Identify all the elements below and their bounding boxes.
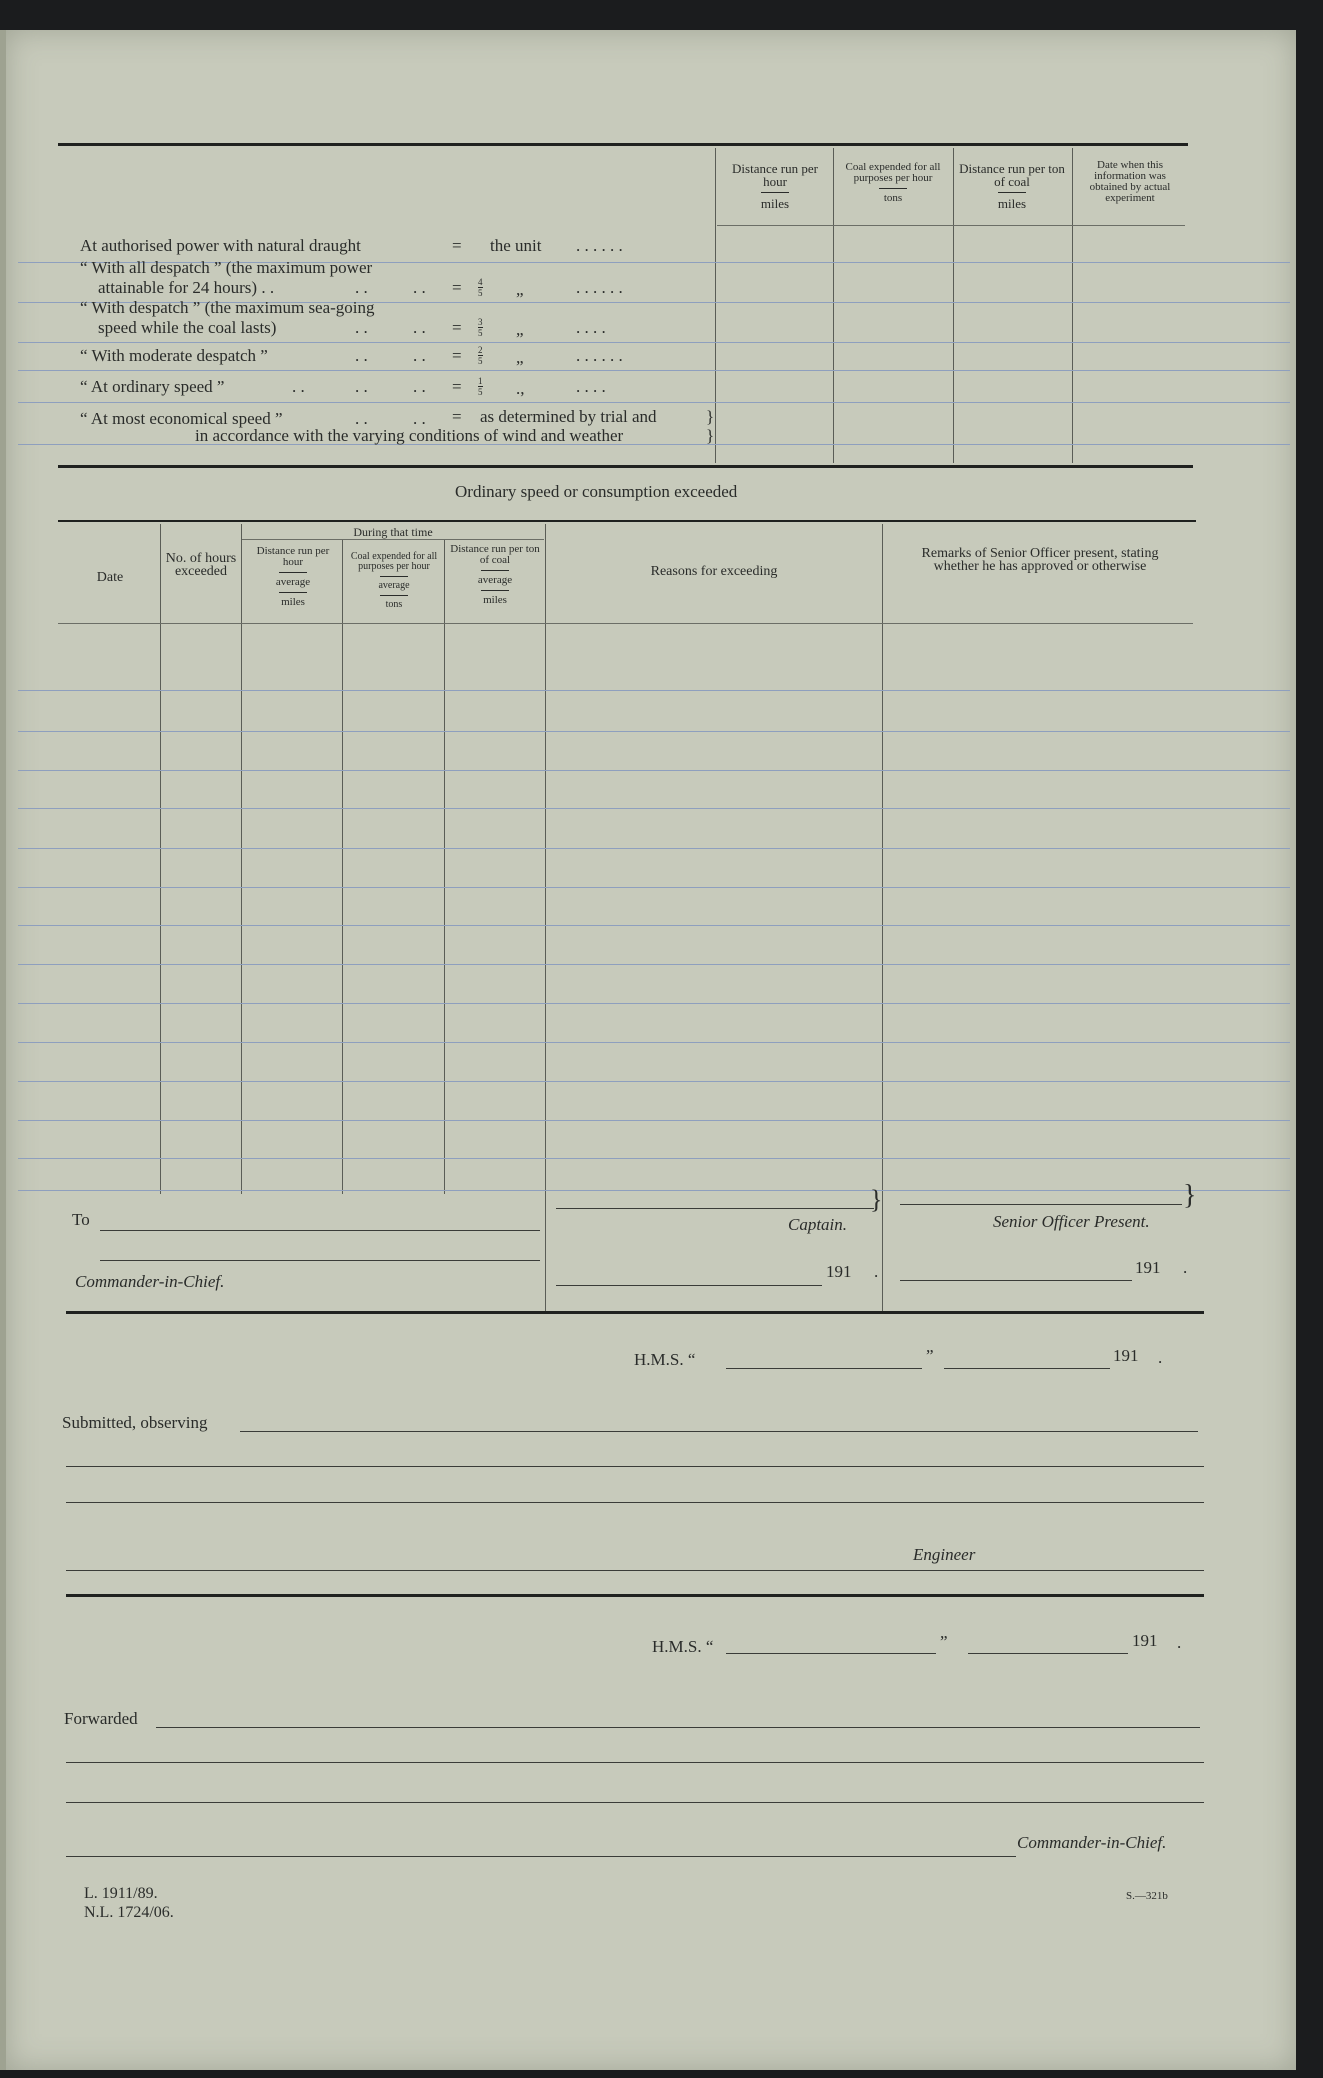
forwarded-line-2[interactable] (66, 1762, 1204, 1763)
row-despatch-line1: “ With despatch ” (the maximum sea-going (80, 298, 375, 317)
col-line (241, 524, 242, 1194)
brace: } (706, 407, 715, 426)
to-line-2[interactable] (100, 1260, 540, 1261)
during-underline (242, 539, 544, 540)
header-date-obtained: Date when this information was obtained by actual experiment (1089, 159, 1171, 204)
fraction-four-fifths: $\frac{4}{5}$ (478, 277, 483, 298)
leader-dots: . . (413, 346, 426, 365)
footer-ref-1: L. 1911/89. (84, 1885, 158, 1902)
captain-year-period: . (874, 1262, 879, 1281)
hms-year-2: 191 (1132, 1631, 1158, 1650)
col-line (545, 524, 546, 1312)
ruled-line (18, 1158, 1290, 1159)
ship-name-line-2[interactable] (726, 1653, 936, 1654)
hms-year: 191 (1113, 1346, 1139, 1365)
signatures-bottom-rule (66, 1311, 1204, 1314)
header-distance-per-hour: Distance run per hour average miles (256, 545, 330, 608)
equals-sign: = (452, 318, 462, 337)
leader-dots: . . . . (576, 377, 606, 396)
row-moderate-despatch: “ With moderate despatch ” (80, 346, 268, 365)
leader-dots: . . (413, 318, 426, 337)
brace: } (870, 1185, 883, 1214)
leader-dots: . . (355, 409, 368, 428)
leader-dots: . . . . . . (576, 278, 623, 297)
hms-label-2: H.M.S. “ (652, 1637, 714, 1656)
form-number: S.—321b (1126, 1890, 1168, 1902)
captain-date-line[interactable] (556, 1285, 822, 1286)
col-line (160, 524, 161, 1194)
exceeded-title: Ordinary speed or consumption exceeded (455, 482, 738, 501)
forwarded-commander-label: Commander-in-Chief. (1017, 1833, 1167, 1852)
forwarded-label: Forwarded (64, 1709, 138, 1728)
header-coal-expended: Coal expended for all purposes per hour tons (845, 161, 941, 204)
observing-line-2[interactable] (66, 1466, 1204, 1467)
to-line[interactable] (100, 1230, 540, 1231)
leader-dots: . . . . . . (576, 236, 623, 255)
ruled-line (18, 964, 1290, 965)
fraction-three-fifths: $\frac{3}{5}$ (478, 317, 483, 338)
equals-sign: = (452, 236, 462, 255)
leader-dots: . . (292, 377, 305, 396)
exceeded-top-rule (58, 520, 1196, 522)
ruled-line (18, 1003, 1290, 1004)
row-all-despatch-line1: “ With all despatch ” (the maximum power (80, 258, 373, 277)
col-line (715, 148, 716, 463)
header-distance-per-ton: Distance run per ton of coal miles (959, 161, 1065, 211)
ruled-line (18, 1081, 1290, 1082)
fraction-two-fifths: $\frac{2}{5}$ (478, 345, 483, 366)
captain-label: Captain. (788, 1215, 848, 1234)
unit-value: the unit (490, 236, 542, 255)
ruled-line (18, 887, 1290, 888)
ruled-line (18, 808, 1290, 809)
ruled-line (18, 402, 1290, 403)
ruled-line (18, 370, 1290, 371)
hms-year-period: . (1158, 1348, 1163, 1367)
hms-label: H.M.S. “ (634, 1350, 696, 1369)
commander-signature-line[interactable] (66, 1856, 1016, 1857)
senior-officer-date-line[interactable] (900, 1280, 1132, 1281)
ditto-mark: ., (516, 379, 525, 398)
hms-date-line-2[interactable] (968, 1653, 1128, 1654)
hms-date-line[interactable] (944, 1368, 1110, 1369)
trial-text: as determined by trial and (480, 407, 657, 426)
conditions-text: in accordance with the varying conditions of wind and weather (195, 426, 624, 445)
header-underline (58, 623, 1193, 624)
ruled-line (18, 1120, 1290, 1121)
col-line (444, 540, 445, 1194)
top-rule (58, 143, 1188, 146)
to-label: To (72, 1210, 90, 1229)
ship-name-line[interactable] (726, 1368, 922, 1369)
col-line (342, 540, 343, 1194)
senior-officer-label: Senior Officer Present. (993, 1212, 1150, 1231)
commander-in-chief-label: Commander-in-Chief. (75, 1272, 225, 1291)
row-ordinary-speed: “ At ordinary speed ” (80, 377, 225, 396)
observing-line[interactable] (240, 1431, 1198, 1432)
ruled-line (18, 848, 1290, 849)
forwarded-line-3[interactable] (66, 1802, 1204, 1803)
brace: } (706, 426, 715, 445)
header-distance-per-hour: Distance run per hour miles (732, 161, 818, 211)
ruled-line (18, 925, 1290, 926)
top-table-bottom-rule (58, 465, 1193, 468)
during-that-time: During that time (353, 525, 433, 539)
header-reasons: Reasons for exceeding (650, 564, 778, 579)
ditto-mark: „ (516, 280, 524, 299)
header-date: Date (96, 570, 124, 585)
hms-close-quote: ” (926, 1346, 934, 1365)
equals-sign: = (452, 278, 462, 297)
engineer-label: Engineer (913, 1545, 976, 1564)
senior-officer-year: 191 (1135, 1258, 1161, 1277)
header-coal-expended: Coal expended for all purposes per hour average tons (350, 551, 438, 610)
ruled-line (18, 1190, 1290, 1191)
header-hours-exceeded: No. of hours exceeded (165, 551, 237, 579)
equals-sign: = (452, 407, 462, 426)
col-line (1072, 148, 1073, 463)
leader-dots: . . (355, 377, 368, 396)
hms-year-period-2: . (1177, 1633, 1182, 1652)
submitted-bottom-rule (66, 1594, 1204, 1597)
row-all-despatch-line2: attainable for 24 hours) . . (98, 278, 275, 297)
leader-dots: . . . . . . (576, 346, 623, 365)
leader-dots: . . (413, 278, 426, 297)
ditto-mark: „ (516, 348, 524, 367)
footer-ref-2: N.L. 1724/06. (84, 1904, 174, 1921)
hms-close-quote-2: ” (940, 1632, 948, 1651)
ruled-line (18, 731, 1290, 732)
row-economical-speed: “ At most economical speed ” (80, 409, 283, 428)
ditto-mark: „ (516, 320, 524, 339)
submitted-label: Submitted, observing (62, 1413, 208, 1432)
col-line (833, 148, 834, 463)
row-despatch-line2: speed while the coal lasts) (98, 318, 277, 337)
header-underline (717, 225, 1185, 226)
col-line (953, 148, 954, 463)
leader-dots: . . (355, 318, 368, 337)
forwarded-line[interactable] (156, 1727, 1200, 1728)
leader-dots: . . . . (576, 318, 606, 337)
row-authorised-power: At authorised power with natural draught (80, 236, 361, 255)
captain-year: 191 (826, 1262, 852, 1281)
leader-dots: . . (355, 278, 368, 297)
brace: } (1183, 1180, 1197, 1211)
ruled-line (18, 770, 1290, 771)
ruled-line (18, 690, 1290, 691)
equals-sign: = (452, 346, 462, 365)
equals-sign: = (452, 377, 462, 396)
engineer-line[interactable] (66, 1570, 1204, 1571)
leader-dots: . . (355, 346, 368, 365)
header-remarks: Remarks of Senior Officer present, stating whether he has approved or otherwise (921, 546, 1159, 574)
captain-signature-line[interactable] (556, 1208, 874, 1209)
ruled-line (18, 1042, 1290, 1043)
header-distance-per-ton: Distance run per ton of coal average miles (450, 543, 540, 606)
observing-line-3[interactable] (66, 1502, 1204, 1503)
fraction-one-fifth: $\frac{1}{5}$ (478, 376, 483, 397)
senior-officer-signature-line[interactable] (900, 1204, 1182, 1205)
ruled-line (18, 342, 1290, 343)
senior-officer-year-period: . (1183, 1258, 1188, 1277)
leader-dots: . . (413, 377, 426, 396)
leader-dots: . . (413, 409, 426, 428)
